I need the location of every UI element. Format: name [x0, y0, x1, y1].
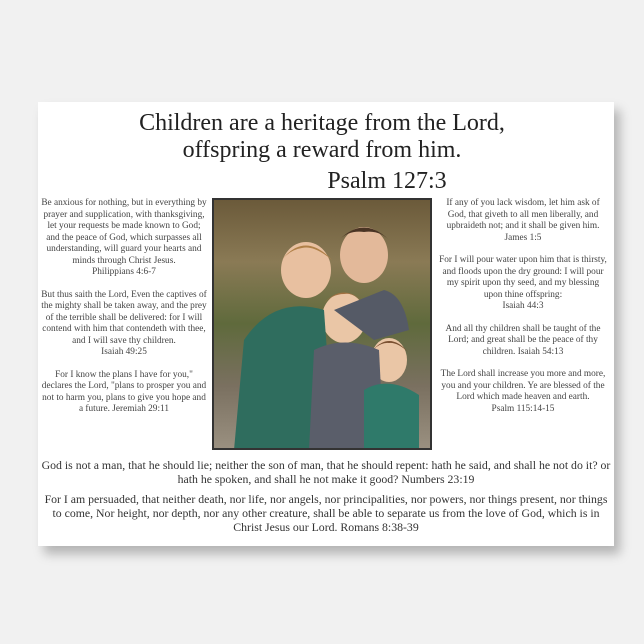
- bottom-verse-romans: For I am persuaded, that neither death, nor life, nor angels, nor principalities, nor powers, nor things present, nor things to come, Nor height, nor depth, nor any other creature, shall be able to separate us from the love of God, which is in Christ Jesus our Lord. Romans 8:38-39: [44, 492, 608, 534]
- left-verses: [40, 198, 208, 427]
- family-photo: [212, 198, 432, 450]
- verse: [437, 324, 609, 359]
- verse-text: The Lord shall increase you more and more, you and your children. Ye are blessed of the Lord which made heaven and earth.: [440, 369, 606, 402]
- verse: [437, 369, 609, 415]
- title-reference: Psalm 127:3: [327, 168, 447, 194]
- verse: [437, 198, 609, 244]
- verse-ref: Isaiah 44:3: [502, 301, 544, 311]
- verse-text: And all thy children shall be taught of the Lord; and great shall be the peace of thy children. Isaiah 54:13: [445, 323, 601, 357]
- verse: [40, 370, 208, 416]
- verse-ref: James 1:5: [504, 232, 542, 243]
- verse: [40, 198, 208, 279]
- right-verses: [437, 198, 609, 426]
- verse-text: For I will pour water upon him that is thirsty, and floods upon the dry ground: I will pour my spirit upon thy seed, and my blessing upon thine offspring:: [439, 255, 607, 300]
- verse-ref: Psalm 115:14-15: [491, 403, 555, 414]
- children-photo-illustration: [214, 200, 430, 448]
- verse-text: Be anxious for nothing, but in everything by prayer and supplication, with thanksgiving, let your requests be made known to God; and the peace of God, which surpasses all understanding, will guard your hearts and minds through Christ Jesus.: [41, 198, 207, 266]
- bottom-verse-numbers: God is not a man, that he should lie; neither the son of man, that he should repent: hath he said, and shall he not do it? or hath he spoken, and shall he not make it good? Numbers 23:19: [41, 458, 611, 486]
- title-line-1: Children are a heritage from the Lord,: [139, 110, 505, 136]
- title-line-2: offspring a reward from him.: [182, 137, 462, 163]
- verse-text: For I know the plans I have for you," declares the Lord, "plans to prosper you and not to harm you, plans to give you hope and a future. Jeremiah 29:11: [41, 369, 207, 414]
- verse-ref: Isaiah 49:25: [101, 347, 147, 357]
- verse-ref: Philippians 4:6-7: [92, 267, 156, 277]
- verse: [40, 290, 208, 359]
- poster-title: [0, 110, 644, 164]
- verse-text: If any of you lack wisdom, let him ask of God, that giveth to all men liberally, and upbraideth not; and it shall be given him.: [446, 198, 600, 231]
- verse: [437, 255, 609, 313]
- verse-text: But thus saith the Lord, Even the captives of the mighty shall be taken away, and the prey of the terrible shall be delivered: for I will contend with him that contendeth with thee, and I will save thy children.: [41, 289, 207, 346]
